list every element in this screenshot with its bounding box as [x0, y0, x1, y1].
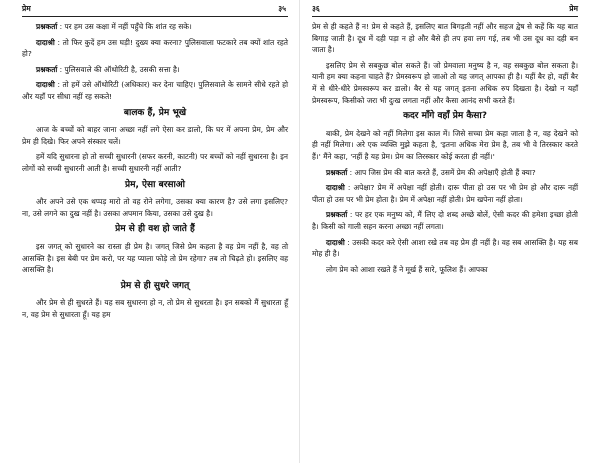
dialog-text: अपेक्षा? प्रेम में अपेक्षा नहीं होती। दारू पीता हो उस पर भी प्रेम हो और दारू नहीं पीता हो उस पर भी प्रेम होता है। प्रेम में अपेक्षा नहीं होती। प्रेम खपेना नहीं होता। [312, 183, 578, 204]
body-paragraph: और अपने उसे एक थप्पड़ मारो तो वह रोने लगेगा, उसका क्या कारण है? उसे लगा इसलिए? ना, उसे लगने का दुख नहीं है। उसका अपमान किया, उसका उसे दुख है। [22, 197, 288, 218]
dialog-text: पर हम उस कक्षा में नहीं पहुँचे कि शांत रह सके। [64, 22, 192, 31]
speaker-colon: : [57, 64, 65, 74]
speaker-colon: : [344, 183, 354, 193]
dialog-text: उसकी कदर करे ऐसी आशा रखे तब वह प्रेम ही नहीं है। वह सब आसक्ति है। यह सब मोह ही है। [312, 237, 578, 259]
right-header-rule [312, 16, 578, 17]
right-page-content [312, 21, 578, 279]
speaker-name: दादाश्री [36, 80, 55, 90]
section-heading: बालक हैं, प्रेम भूखे [123, 107, 187, 118]
section-heading: कदर माँगे वहाँ प्रेम कैसा? [403, 111, 487, 122]
section-heading: प्रेम से ही वश हो जाते हैं [115, 224, 195, 235]
dialog-text: पर हर एक मनुष्य को, मैं लिए दो शब्द अच्छे बोलें, ऐसी कदर की हमेशा इच्छा होती है। किसी को गाली सहन करना अच्छा नहीं लगता। [312, 210, 578, 231]
section-heading: प्रेम से ही सुधरे जगत् [120, 280, 190, 291]
right-page [300, 0, 600, 463]
dialog-text: आप जिस प्रेम की बात करते हैं, उसमें प्रेम की अपेक्षाएँ होती हैं क्या? [354, 167, 536, 177]
speaker-name: प्रश्नकर्ता [36, 22, 58, 31]
body-paragraph: प्रेम से ही कहते हैं न! प्रेम से कहते हैं, इसलिए बात बिगड़ती नहीं और सहज द्वेष से कहें कि यह बात बिगाड़ जाती है। दूध में दही पड़ा न हो और बैसे ही तप हवा लग गई, तब भी उस दूध का दही बन जाता है। [312, 22, 578, 55]
body-paragraph: इस जगत् को सुधारने का रास्ता ही प्रेम है। जगत् जिसे प्रेम कहता है वह प्रेम नहीं है, वह तो आसक्ति है। इस बेबी पर प्रेम करो, पर यह प्याला फोड़े तो प्रेम रहेगा? तब तो चिढ़ते हो। इसलिए वह आसक्ति है। [22, 241, 288, 275]
dialog-paragraph [22, 64, 288, 76]
speaker-colon: : [344, 237, 353, 247]
dialog-text: पुलिसवाले की ऑथोरिटी है, उसकी सत्ता है। [64, 64, 180, 74]
speaker-colon: : [57, 22, 65, 31]
dialog-paragraph [312, 167, 578, 179]
speaker-colon: : [347, 210, 355, 220]
left-header-rule [22, 16, 288, 17]
speaker-name: दादाश्री [326, 237, 345, 247]
body-paragraph: हमें यदि सुधारना हो तो सच्ची सुधारनी (सफर करनी, काटनी) पर बच्चों को नहीं सुधारना है। इन लोगों को सच्ची सुधारनी आती है। सच्ची सुधारनी नहीं आती? [22, 152, 288, 173]
body-paragraph: और प्रेम से ही सुधरते हैं। यह सब सुधारना हो न, तो प्रेम से सुधरता है। इन सबको मैं सुधारता हूँ न, वह प्रेम से सुधारता हूँ। यह हम [22, 298, 288, 319]
speaker-name: प्रश्नकर्ता [326, 210, 348, 220]
right-page-number: ३६ [312, 4, 320, 13]
speaker-name: दादाश्री [36, 37, 55, 47]
speaker-name: प्रश्नकर्ता [36, 64, 58, 74]
speaker-name: दादाश्री [326, 183, 345, 193]
dialog-paragraph [22, 21, 288, 33]
body-paragraph: आज के बच्चों को बाहर जाना अच्छा नहीं लगे ऐसा कर डालो, कि घर में अपना प्रेम, प्रेम और प्रेम ही दिखे। फिर अपने संस्कार चलें। [22, 125, 288, 146]
speaker-colon: : [54, 80, 63, 90]
left-header-title: प्रेम [22, 4, 31, 13]
speaker-name: प्रश्नकर्ता [326, 167, 348, 177]
dialog-paragraph [22, 37, 288, 60]
speaker-colon: : [347, 167, 355, 177]
body-paragraph: बाकी, प्रेम देखने को नहीं मिलेगा इस काल में। जिसे सच्चा प्रेम कहा जाता है न, वह देखने को ही नहीं मिलेगा। अरे एक व्यक्ति मुझे कहता है, 'इतना अधिक मेरा प्रेम है, तब भी वे तिरस्कार करते हैं।' मैंने कहा, 'नहीं है यह प्रेम। प्रेम का तिरस्कार कोई करता ही नहीं।' [312, 128, 578, 161]
section-heading: प्रेम, ऐसा बरसाओ [124, 179, 186, 190]
right-header-title: प्रेम [569, 4, 578, 13]
left-page-number: ३५ [278, 4, 286, 13]
dialog-text: तो फिर कुदें हम उस घड़ी! दुख्य क्या करना? पुलिसवाला फटकारे तब क्यों शांत रहते हो? [22, 37, 288, 59]
speaker-colon: : [54, 37, 63, 47]
body-paragraph: इसलिए प्रेम से सबकुछ बोल सकते हैं। जो प्रेमवाला मनुष्य है न, वह सबकुछ बोल सकता है। यानी हम क्या कहना चाहते हैं? प्रेमस्वरूप हो जाओ तो यह जगत् आपका ही है। यहीं बैर हो, वहीं बैर में से धीरे-धीरे प्रेमस्वरूप कर डालो। बैर से यह जगत् इतना अधिक रुप दिखता है। देखो न यहाँ प्रेमस्वरूप, किसीको जरा भी दुःख लगता नहीं और कैसा आनंद सभी करते हैं। [312, 60, 578, 105]
dialog-text: तो हमें उसे ऑथोरिटी (अधिकार) कर देना चाहिए। पुलिसवाले के सामने सीधे रहते हो और यहाँ पर सीधा नहीं रह सकते! [22, 80, 288, 101]
dialog-paragraph [312, 209, 578, 232]
left-page-content [22, 21, 288, 324]
body-paragraph: लोग प्रेम को आशा रखते हैं ने मूर्ख हैं सारे, फूलिश हैं। आपका [326, 264, 488, 274]
dialog-paragraph [312, 237, 578, 260]
dialog-paragraph [312, 182, 578, 205]
dialog-paragraph [22, 79, 288, 102]
